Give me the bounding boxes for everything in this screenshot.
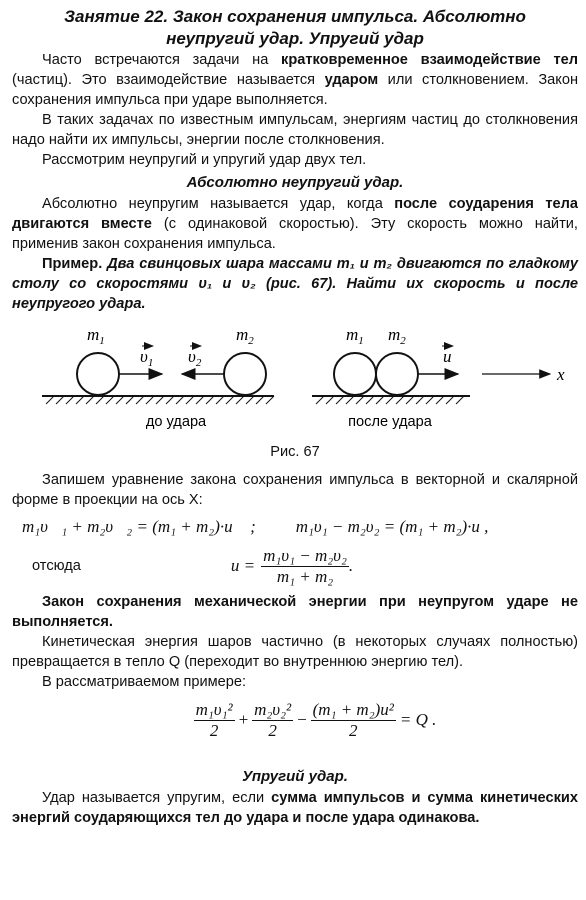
svg-text:υ2: $\upsilon_2$ <box>188 347 202 369</box>
bold-term: сумма импульсов и сумма кинетических энергий соударяющихся тел до удара и после удара одинакова. <box>12 790 578 826</box>
fraction-3-num: (m₁ + m₂)u² <box>312 699 394 719</box>
energy-paragraph-1: Кинетическая энергия шаров частично (в некоторых случаях полностью) превращается в тепло Q (переходит во внутреннюю энергию тел). <box>12 634 578 670</box>
equals-q: = Q . <box>399 710 437 729</box>
bold-term: ударом <box>324 72 379 88</box>
example-label: Пример. <box>42 256 103 272</box>
caption-before: до удара <box>145 414 207 430</box>
hence-word: отсюда <box>32 558 81 574</box>
svg-text:u: u <box>443 347 452 366</box>
text-fragment: Абсолютно неупругим называется удар, когда <box>42 196 395 212</box>
title-line-1: Занятие 22. Закон сохранения импульса. Абсолютно <box>64 7 526 26</box>
text-fragment: (частиц). Это взаимодействие называется <box>12 72 325 88</box>
example-text: Два свинцовых шара массами m₁ и m₂ двигаются по гладкому столу со скоростями υ₁ и υ₂ (рис. 67). Найти их скорость u после неупругого удара. <box>12 256 578 312</box>
heat-equation <box>52 694 578 746</box>
u-numerator: m₁υ₁ − m₂υ₂ <box>263 545 347 565</box>
intro-paragraph-2: В таких задачах по известным импульсам, энергиям частиц до столкновения надо найти их импульсы, энергии после столкновения. <box>12 112 578 148</box>
label-u <box>442 346 453 366</box>
solution-row <box>12 544 578 588</box>
ball-m2-before <box>224 353 266 395</box>
example-paragraph <box>12 254 578 314</box>
text-fragment: Часто встречаются задачи на <box>42 52 282 68</box>
collision-diagram <box>12 318 578 436</box>
intro-paragraph-3: Рассмотрим неупругий и упругий удар двух тел. <box>42 152 367 168</box>
fraction-2-den: 2 <box>268 720 277 740</box>
svg-text:υ1: $\upsilon_1$ <box>140 347 154 369</box>
vector-equation: m₁υ⃗₁ + m₂υ⃗₂ = (m₁ + m₂)·u⃗ ; <box>22 517 256 536</box>
label-m1-before: $m_1$ <box>87 325 105 347</box>
ball-m2-after <box>376 353 418 395</box>
bold-term: кратковременное взаимодействие тел <box>281 52 578 68</box>
minus-sign: − <box>296 710 308 729</box>
figure-caption: Рис. 67 <box>270 444 320 460</box>
u-end: . <box>348 556 354 575</box>
plus-sign: + <box>237 710 250 729</box>
equations-intro: Запишем уравнение закона сохранения импульса в векторной и скалярной форме в проекции на ось X: <box>12 472 578 508</box>
text-fragment: (с одинаковой скоростью). Эту скорость можно найти, применив закон сохранения импульса. <box>12 216 578 252</box>
momentum-equations <box>12 512 578 542</box>
title-line-2: неупругий удар. Упругий удар <box>166 29 424 48</box>
label-m2-before: $m_2$ <box>236 325 254 347</box>
lesson-title <box>12 6 578 50</box>
hatching-after <box>316 396 464 404</box>
text-fragment: Удар называется упругим, если <box>42 790 272 806</box>
inelastic-definition <box>12 194 578 254</box>
label-m1-after: $m_1$ <box>346 325 364 347</box>
section-heading-inelastic: Абсолютно неупругий удар. <box>186 174 404 191</box>
bold-term: после соударения тела двигаются вместе <box>12 196 578 232</box>
energy-not-conserved: Закон сохранения механической энергии при неупругом ударе не выполняется. <box>12 594 578 630</box>
x-axis-label: x <box>557 365 565 384</box>
fraction-3 <box>311 700 396 741</box>
u-denominator: m₁ + m₂ <box>276 566 334 586</box>
ball-m1-before <box>77 353 119 395</box>
fraction-1 <box>194 700 235 741</box>
fraction-2 <box>252 700 293 741</box>
section-heading-elastic: Упругий удар. <box>242 768 348 785</box>
fraction-2-num: m₂υ₂² <box>254 699 292 719</box>
label-m2-after: $m_2$ <box>388 325 406 347</box>
u-fraction <box>261 546 349 587</box>
u-lhs: u = <box>230 556 256 575</box>
label-v1 <box>140 346 153 369</box>
fraction-1-num: m₁υ₁² <box>195 699 233 719</box>
ball-m1-after <box>334 353 376 395</box>
energy-paragraph-2: В рассматриваемом примере: <box>42 674 247 690</box>
text-fragment: или столкновением. Закон сохранения импульса при ударе выполняется. <box>12 72 578 108</box>
intro-paragraph-1 <box>12 50 578 110</box>
hatching-before <box>46 396 274 404</box>
label-v2 <box>188 346 202 369</box>
fraction-1-den: 2 <box>209 720 219 740</box>
figure-67 <box>12 318 578 436</box>
fraction-3-den: 2 <box>348 720 358 740</box>
elastic-definition <box>12 788 578 828</box>
caption-after: после удара <box>348 414 432 430</box>
scalar-equation: m₁υ₁ − m₂υ₂ = (m₁ + m₂)·u , <box>295 517 489 536</box>
